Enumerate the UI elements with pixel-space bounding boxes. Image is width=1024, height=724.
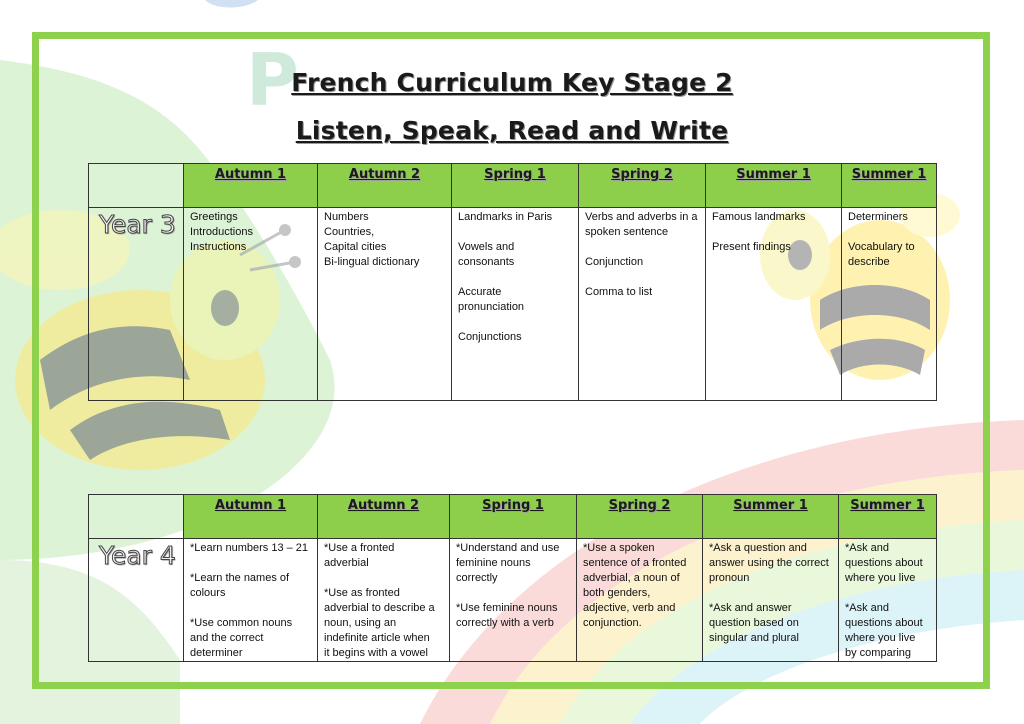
- cell-line: Comma to list: [585, 286, 653, 298]
- cell-line: adjective, verb and: [583, 602, 676, 614]
- page-title: French Curriculum Key Stage 2: [291, 68, 733, 97]
- year4-header-autumn1: Autumn 1: [184, 495, 318, 539]
- cell-line: indefinite article when: [324, 632, 430, 644]
- cell-line: [585, 270, 699, 285]
- year3-cell: [318, 208, 452, 401]
- cell-line: Verbs and adverbs in a: [585, 211, 698, 223]
- cell-line: [709, 586, 832, 601]
- cell-line: Numbers: [324, 211, 369, 223]
- cell-line: [190, 601, 311, 616]
- year4-header-spring1: Spring 1: [450, 495, 577, 539]
- cell-line: pronunciation: [458, 301, 525, 313]
- cell-line: and the correct: [190, 632, 264, 644]
- year3-cell: [842, 208, 937, 401]
- year4-header-summer1-b: Summer 1: [839, 495, 937, 539]
- cell-line: Introductions: [190, 226, 253, 238]
- year3-header-autumn1: Autumn 1: [184, 164, 318, 208]
- year4-header-spring2: Spring 2: [577, 495, 703, 539]
- cell-line: correctly with a verb: [456, 617, 554, 629]
- cell-line: [458, 225, 572, 240]
- cell-line: questions about: [845, 617, 923, 629]
- cell-line: Vocabulary to: [848, 241, 915, 253]
- cell-line: *Use a spoken: [583, 542, 655, 554]
- cell-line: it begins with a vowel: [324, 647, 428, 659]
- year4-header-row: [89, 495, 937, 539]
- cell-line: [458, 270, 572, 285]
- cell-line: *Learn numbers 13 – 21: [190, 542, 309, 554]
- year4-cell: [184, 539, 318, 662]
- cell-line: [712, 225, 835, 240]
- year4-cell: [577, 539, 703, 662]
- cell-line: *Use common nouns: [190, 617, 293, 629]
- cell-line: where you live: [845, 572, 916, 584]
- year4-corner: [89, 495, 184, 539]
- year4-cell: [318, 539, 450, 662]
- cell-line: *Learn the names of: [190, 572, 290, 584]
- cell-line: adverbial to describe a: [324, 602, 435, 614]
- cell-line: *Understand and use: [456, 542, 560, 554]
- cell-line: Countries,: [324, 226, 375, 238]
- year3-corner: [89, 164, 184, 208]
- cell-line: noun, using an: [324, 617, 397, 629]
- cell-line: *Ask a question and: [709, 542, 807, 554]
- cell-line: *Ask and: [845, 542, 890, 554]
- year4-cell: [839, 539, 937, 662]
- cell-line: [190, 556, 311, 571]
- cell-line: both genders,: [583, 587, 651, 599]
- cell-line: conjunction.: [583, 617, 642, 629]
- cell-line: Landmarks in Paris: [458, 211, 553, 223]
- year3-header-spring1: Spring 1: [452, 164, 579, 208]
- cell-line: [585, 240, 699, 255]
- cell-line: questions about: [845, 557, 923, 569]
- cell-line: [456, 586, 570, 601]
- cell-line: *Ask and answer: [709, 602, 792, 614]
- cell-line: sentence of a fronted: [583, 557, 687, 569]
- cell-line: Famous landmarks: [712, 211, 806, 223]
- cell-line: *Ask and: [845, 602, 890, 614]
- cell-line: adverbial: [324, 557, 369, 569]
- cell-line: colours: [190, 587, 226, 599]
- cell-line: [458, 315, 572, 330]
- cell-line: [845, 586, 930, 601]
- year3-table: [88, 163, 937, 401]
- cell-line: *Use as fronted: [324, 587, 400, 599]
- year4-header-autumn2: Autumn 2: [318, 495, 450, 539]
- cell-line: determiner: [190, 647, 243, 659]
- cell-line: spoken sentence: [585, 226, 669, 238]
- cell-line: Present findings: [712, 241, 791, 253]
- cell-line: Instructions: [190, 241, 247, 253]
- year3-header-summer1-b: Summer 1: [842, 164, 937, 208]
- year3-cell: [579, 208, 706, 401]
- cell-line: Conjunctions: [458, 331, 522, 343]
- cell-line: question based on: [709, 617, 799, 629]
- year3-label: Year 3: [89, 208, 184, 401]
- cell-line: [324, 571, 443, 586]
- year4-content-row: [89, 539, 937, 662]
- cell-line: singular and plural: [709, 632, 799, 644]
- cell-line: pronoun: [709, 572, 750, 584]
- year4-table: [88, 494, 937, 662]
- cell-line: Bi-lingual dictionary: [324, 256, 420, 268]
- year3-header-autumn2: Autumn 2: [318, 164, 452, 208]
- cell-line: where you live: [845, 632, 916, 644]
- cell-line: *Use a fronted: [324, 542, 395, 554]
- year4-label: Year 4: [89, 539, 184, 662]
- cell-line: Greetings: [190, 211, 238, 223]
- cell-line: describe: [848, 256, 890, 268]
- cell-line: *Use feminine nouns: [456, 602, 558, 614]
- year3-header-spring2: Spring 2: [579, 164, 706, 208]
- year3-cell: [452, 208, 579, 401]
- cell-line: [848, 225, 930, 240]
- year3-header-summer1: Summer 1: [706, 164, 842, 208]
- cell-line: feminine nouns: [456, 557, 531, 569]
- cell-line: Capital cities: [324, 241, 387, 253]
- cell-line: Vowels and: [458, 241, 515, 253]
- year3-header-row: [89, 164, 937, 208]
- logo-letter: P: [246, 38, 299, 122]
- year3-content-row: [89, 208, 937, 401]
- cell-line: Accurate: [458, 286, 502, 298]
- year4-cell: [703, 539, 839, 662]
- year3-cell: [706, 208, 842, 401]
- cell-line: Determiners: [848, 211, 908, 223]
- cell-line: Conjunction: [585, 256, 644, 268]
- cell-line: adverbial, a noun of: [583, 572, 680, 584]
- year3-cell: [184, 208, 318, 401]
- cell-line: correctly: [456, 572, 498, 584]
- page-subtitle: Listen, Speak, Read and Write: [295, 116, 729, 145]
- cell-line: by comparing: [845, 647, 912, 659]
- year4-cell: [450, 539, 577, 662]
- cell-line: consonants: [458, 256, 515, 268]
- year4-header-summer1: Summer 1: [703, 495, 839, 539]
- cell-line: answer using the correct: [709, 557, 829, 569]
